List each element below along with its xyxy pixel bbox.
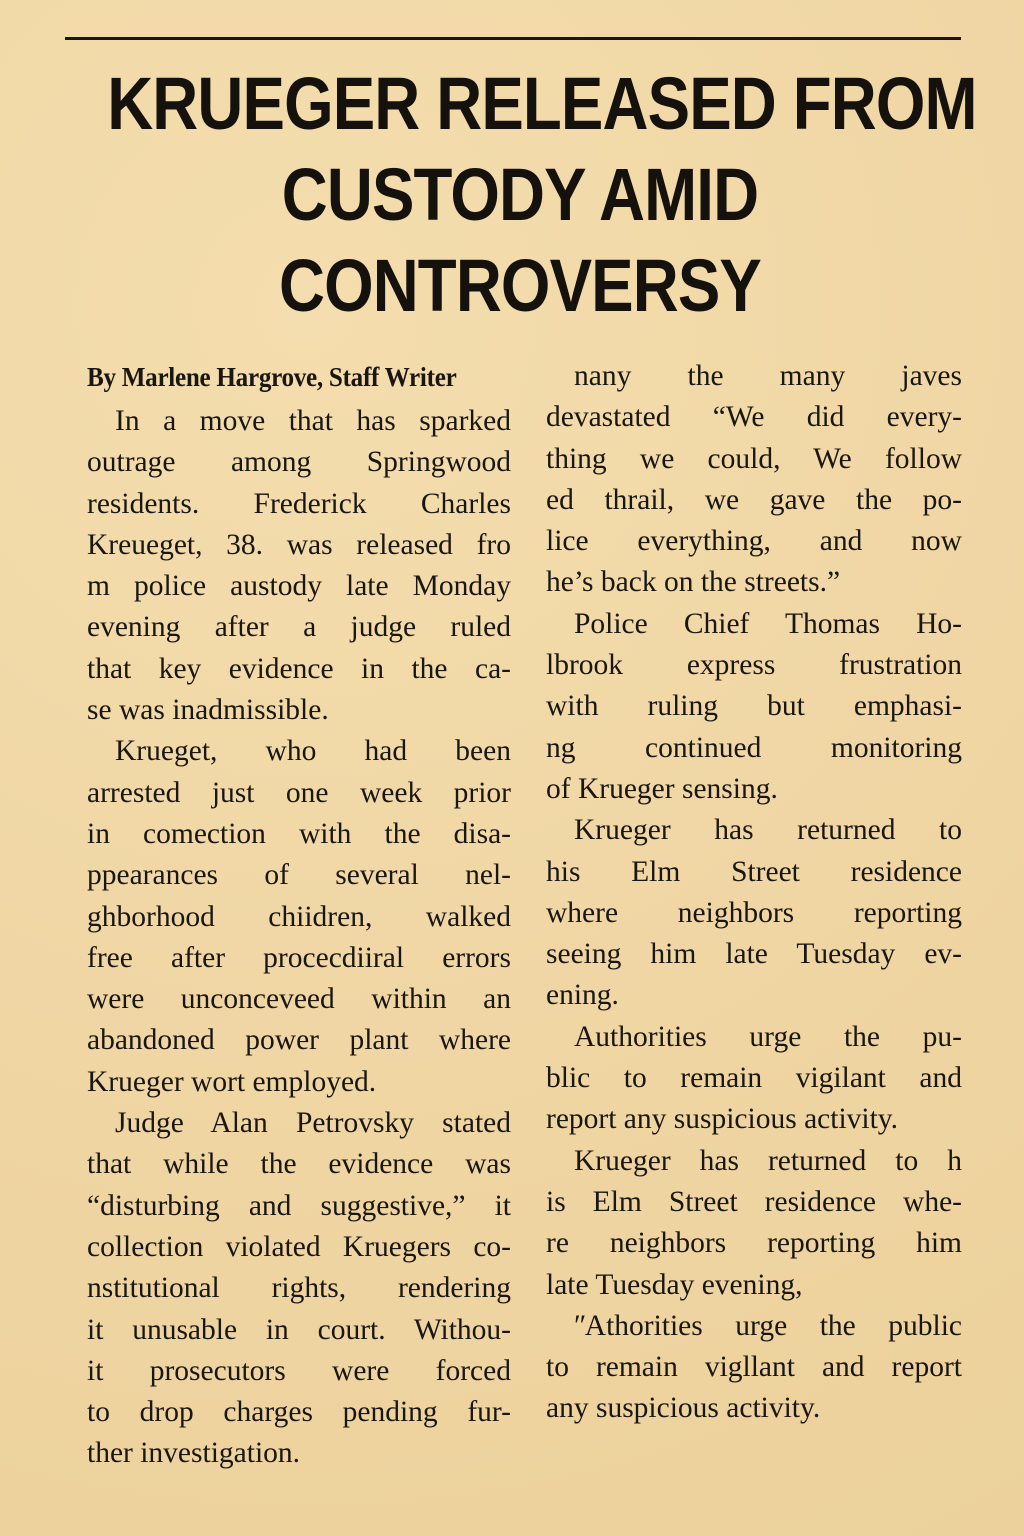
paragraph-line: Krueget, who had been (115, 735, 511, 768)
paragraph-line: any suspicious activity. (546, 1392, 821, 1425)
paragraph-line: thing we could, We follow (546, 442, 962, 475)
article-column-right (546, 356, 962, 1430)
paragraph-line: Judge Alan Petrovsky stated (115, 1107, 511, 1140)
paragraph-line: ening. (546, 979, 619, 1012)
paragraph (546, 1141, 962, 1306)
paragraph-line: In a move that has sparked (115, 405, 511, 437)
headline-line: KRUEGER RELEASED FROM (107, 62, 977, 145)
paragraph-line: lbrook express frustration (546, 649, 962, 682)
paragraph-line: residents. Frederick Charles (87, 487, 511, 520)
paragraph-line: that while the evidence was (87, 1148, 511, 1181)
paragraph (546, 1017, 962, 1141)
paragraph-line: nstitutional rights, rendering (87, 1272, 511, 1305)
paragraph-line: Authorities urge the pu- (574, 1020, 962, 1053)
top-rule (65, 37, 961, 40)
headline-line: CUSTODY AMID (281, 153, 759, 236)
paragraph-line: ng continued monitoring (546, 731, 962, 764)
paragraph (546, 604, 962, 810)
paragraph (546, 356, 962, 604)
paragraph-line: free after procecdiiral errors (87, 941, 511, 974)
headline (40, 58, 1000, 331)
paragraph (87, 401, 511, 731)
paragraph-line: were unconceveed within an (87, 983, 511, 1016)
article-column-left (87, 356, 511, 1475)
paragraph-line: ed thrail, we gave the po- (546, 483, 962, 516)
paragraph-line: Kreueget, 38. was released fro (87, 528, 511, 561)
paragraph-line: se was inadmissible. (87, 694, 329, 727)
byline: By Marlene Hargrove, Staff Writer (87, 362, 457, 392)
paragraph-line: it unusable in court. Withou- (87, 1313, 511, 1346)
paragraph-line: collection violated Kruegers co- (87, 1230, 511, 1263)
paragraph-line: ghborhood chiidren, walked (87, 900, 511, 933)
paragraph-line: Police Chief Thomas Ho- (574, 607, 962, 640)
paragraph-line: evening after a judge ruled (87, 611, 511, 644)
paragraph-line: m police austody late Monday (87, 570, 511, 603)
paragraph-line: lice everything, and now (546, 525, 962, 558)
paragraph-line: his Elm Street residence (546, 855, 962, 888)
paragraph-line: is Elm Street residence whe- (546, 1185, 962, 1218)
paragraph-line: Krueger has returned to h (574, 1144, 962, 1177)
paragraph-line: to drop charges pending fur- (87, 1396, 511, 1429)
paragraph-line: report any suspicious activity. (546, 1103, 899, 1136)
paragraph-line: ʺAthorities urge the public (574, 1309, 962, 1342)
paragraph-line: devastated “We did every- (546, 401, 962, 434)
paragraph-line: ther investigation. (87, 1437, 301, 1470)
paragraph-line: “disturbing and suggestive,” it (87, 1189, 511, 1222)
paragraph-line: nany the many javes (574, 360, 962, 392)
paragraph (87, 1103, 511, 1475)
paragraph-line: of Krueger sensing. (546, 772, 778, 805)
paragraph-line: blic to remain vigilant and (546, 1062, 962, 1095)
paragraph-line: arrested just one week prior (87, 776, 511, 809)
paragraph-line: abandoned power plant where (87, 1024, 511, 1057)
paragraph-line: re neighbors reporting him (546, 1227, 962, 1260)
paragraph-line: ppearances of several nel- (87, 859, 511, 892)
paragraph-line: Krueger wort employed. (87, 1065, 377, 1098)
paragraph (546, 1306, 962, 1430)
paragraph-line: late Tuesday evening, (546, 1268, 803, 1301)
paragraph-line: where neighbors reporting (546, 896, 962, 929)
paragraph-line: outrage among Springwood (87, 446, 511, 479)
headline-line: CONTROVERSY (278, 244, 762, 327)
paragraph-line: with ruling but emphasi- (546, 690, 962, 723)
paragraph-line: he’s back on the streets.” (546, 566, 841, 599)
paragraph-line: Krueger has returned to (574, 814, 962, 847)
paragraph-line: seeing him late Tuesday ev- (546, 938, 962, 971)
paragraph-line: to remain vigllant and report (546, 1351, 962, 1384)
paragraph (546, 810, 962, 1016)
paragraph (87, 731, 511, 1103)
paragraph-line: that key evidence in the ca- (87, 652, 511, 685)
paragraph-line: in comection with the disa- (87, 817, 511, 850)
paragraph-line: it prosecutors were forced (87, 1354, 511, 1387)
